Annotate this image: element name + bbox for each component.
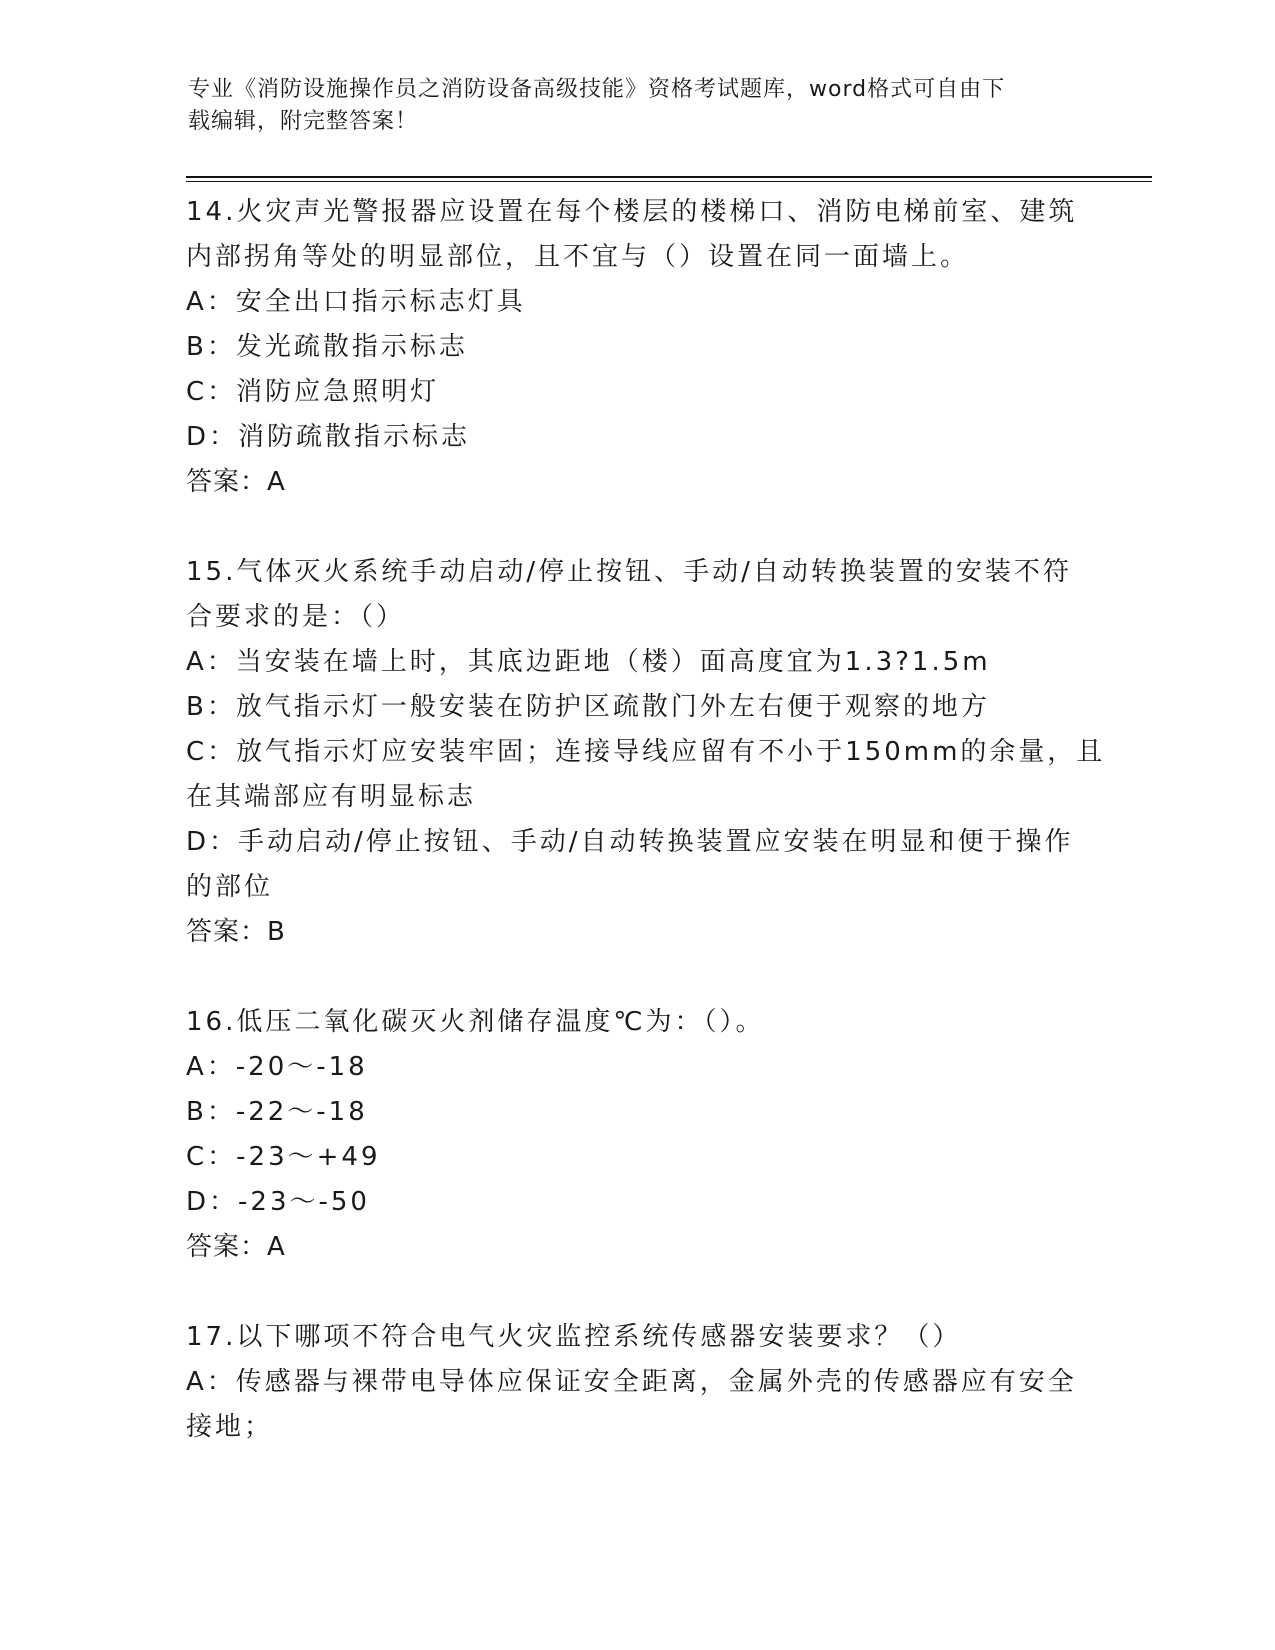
header-line-1: 专业《消防设施操作员之消防设备高级技能》资格考试题库，word格式可自由下 <box>188 77 1006 102</box>
option-line: B：放气指示灯一般安装在防护区疏散门外左右便于观察的地方 <box>186 692 990 722</box>
question-stem-line: 14.火灾声光警报器应设置在每个楼层的楼梯口、消防电梯前室、建筑 <box>186 197 1078 227</box>
question-spacer <box>186 1270 1086 1315</box>
option-line: D：-23～-50 <box>186 1187 370 1217</box>
header-line-2: 载编辑，附完整答案！ <box>188 109 419 134</box>
question-block <box>186 1000 1086 1315</box>
option-line: 的部位 <box>186 872 274 902</box>
option-line: C：放气指示灯应安装牢固；连接导线应留有不小于150mm的余量，且 <box>186 737 1106 767</box>
question-stem-line: 15.气体灭火系统手动启动/停止按钮、手动/自动转换装置的安装不符 <box>186 557 1072 587</box>
answer-line: 答案：B <box>186 917 286 947</box>
option-line: C：-23～+49 <box>186 1142 381 1172</box>
question-stem-line: 内部拐角等处的明显部位，且不宜与（）设置在同一面墙上。 <box>186 242 970 272</box>
question-stem-line: 16.低压二氧化碳灭火剂储存温度℃为：（）。 <box>186 1007 765 1037</box>
header-rule-thick <box>186 176 1152 178</box>
option-line: D：手动启动/停止按钮、手动/自动转换装置应安装在明显和便于操作 <box>186 827 1074 857</box>
document-header <box>188 74 1068 138</box>
option-line: 在其端部应有明显标志 <box>186 782 477 812</box>
option-line: A：当安装在墙上时，其底边距地（楼）面高度宜为1.3?1.5m <box>186 647 991 677</box>
option-line: B：-22～-18 <box>186 1097 368 1127</box>
question-stem-line: 合要求的是：（） <box>186 602 406 632</box>
question-block <box>186 190 1086 550</box>
option-line: 接地； <box>186 1412 274 1442</box>
question-block <box>186 1315 1086 1450</box>
option-line: D：消防疏散指示标志 <box>186 422 471 452</box>
question-block <box>186 550 1106 1000</box>
option-line: C：消防应急照明灯 <box>186 377 440 407</box>
answer-line: 答案：A <box>186 467 286 497</box>
answer-line: 答案：A <box>186 1232 286 1262</box>
question-stem-line: 17.以下哪项不符合电气火灾监控系统传感器安装要求？（） <box>186 1322 962 1352</box>
questions-list <box>186 190 1106 1450</box>
option-line: A：传感器与裸带电导体应保证安全距离，金属外壳的传感器应有安全 <box>186 1367 1077 1397</box>
option-line: A：安全出口指示标志灯具 <box>186 287 526 317</box>
question-spacer <box>186 505 1086 550</box>
option-line: B：发光疏散指示标志 <box>186 332 468 362</box>
header-rule-thin <box>186 181 1152 182</box>
option-line: A：-20～-18 <box>186 1052 368 1082</box>
question-spacer <box>186 955 1086 1000</box>
